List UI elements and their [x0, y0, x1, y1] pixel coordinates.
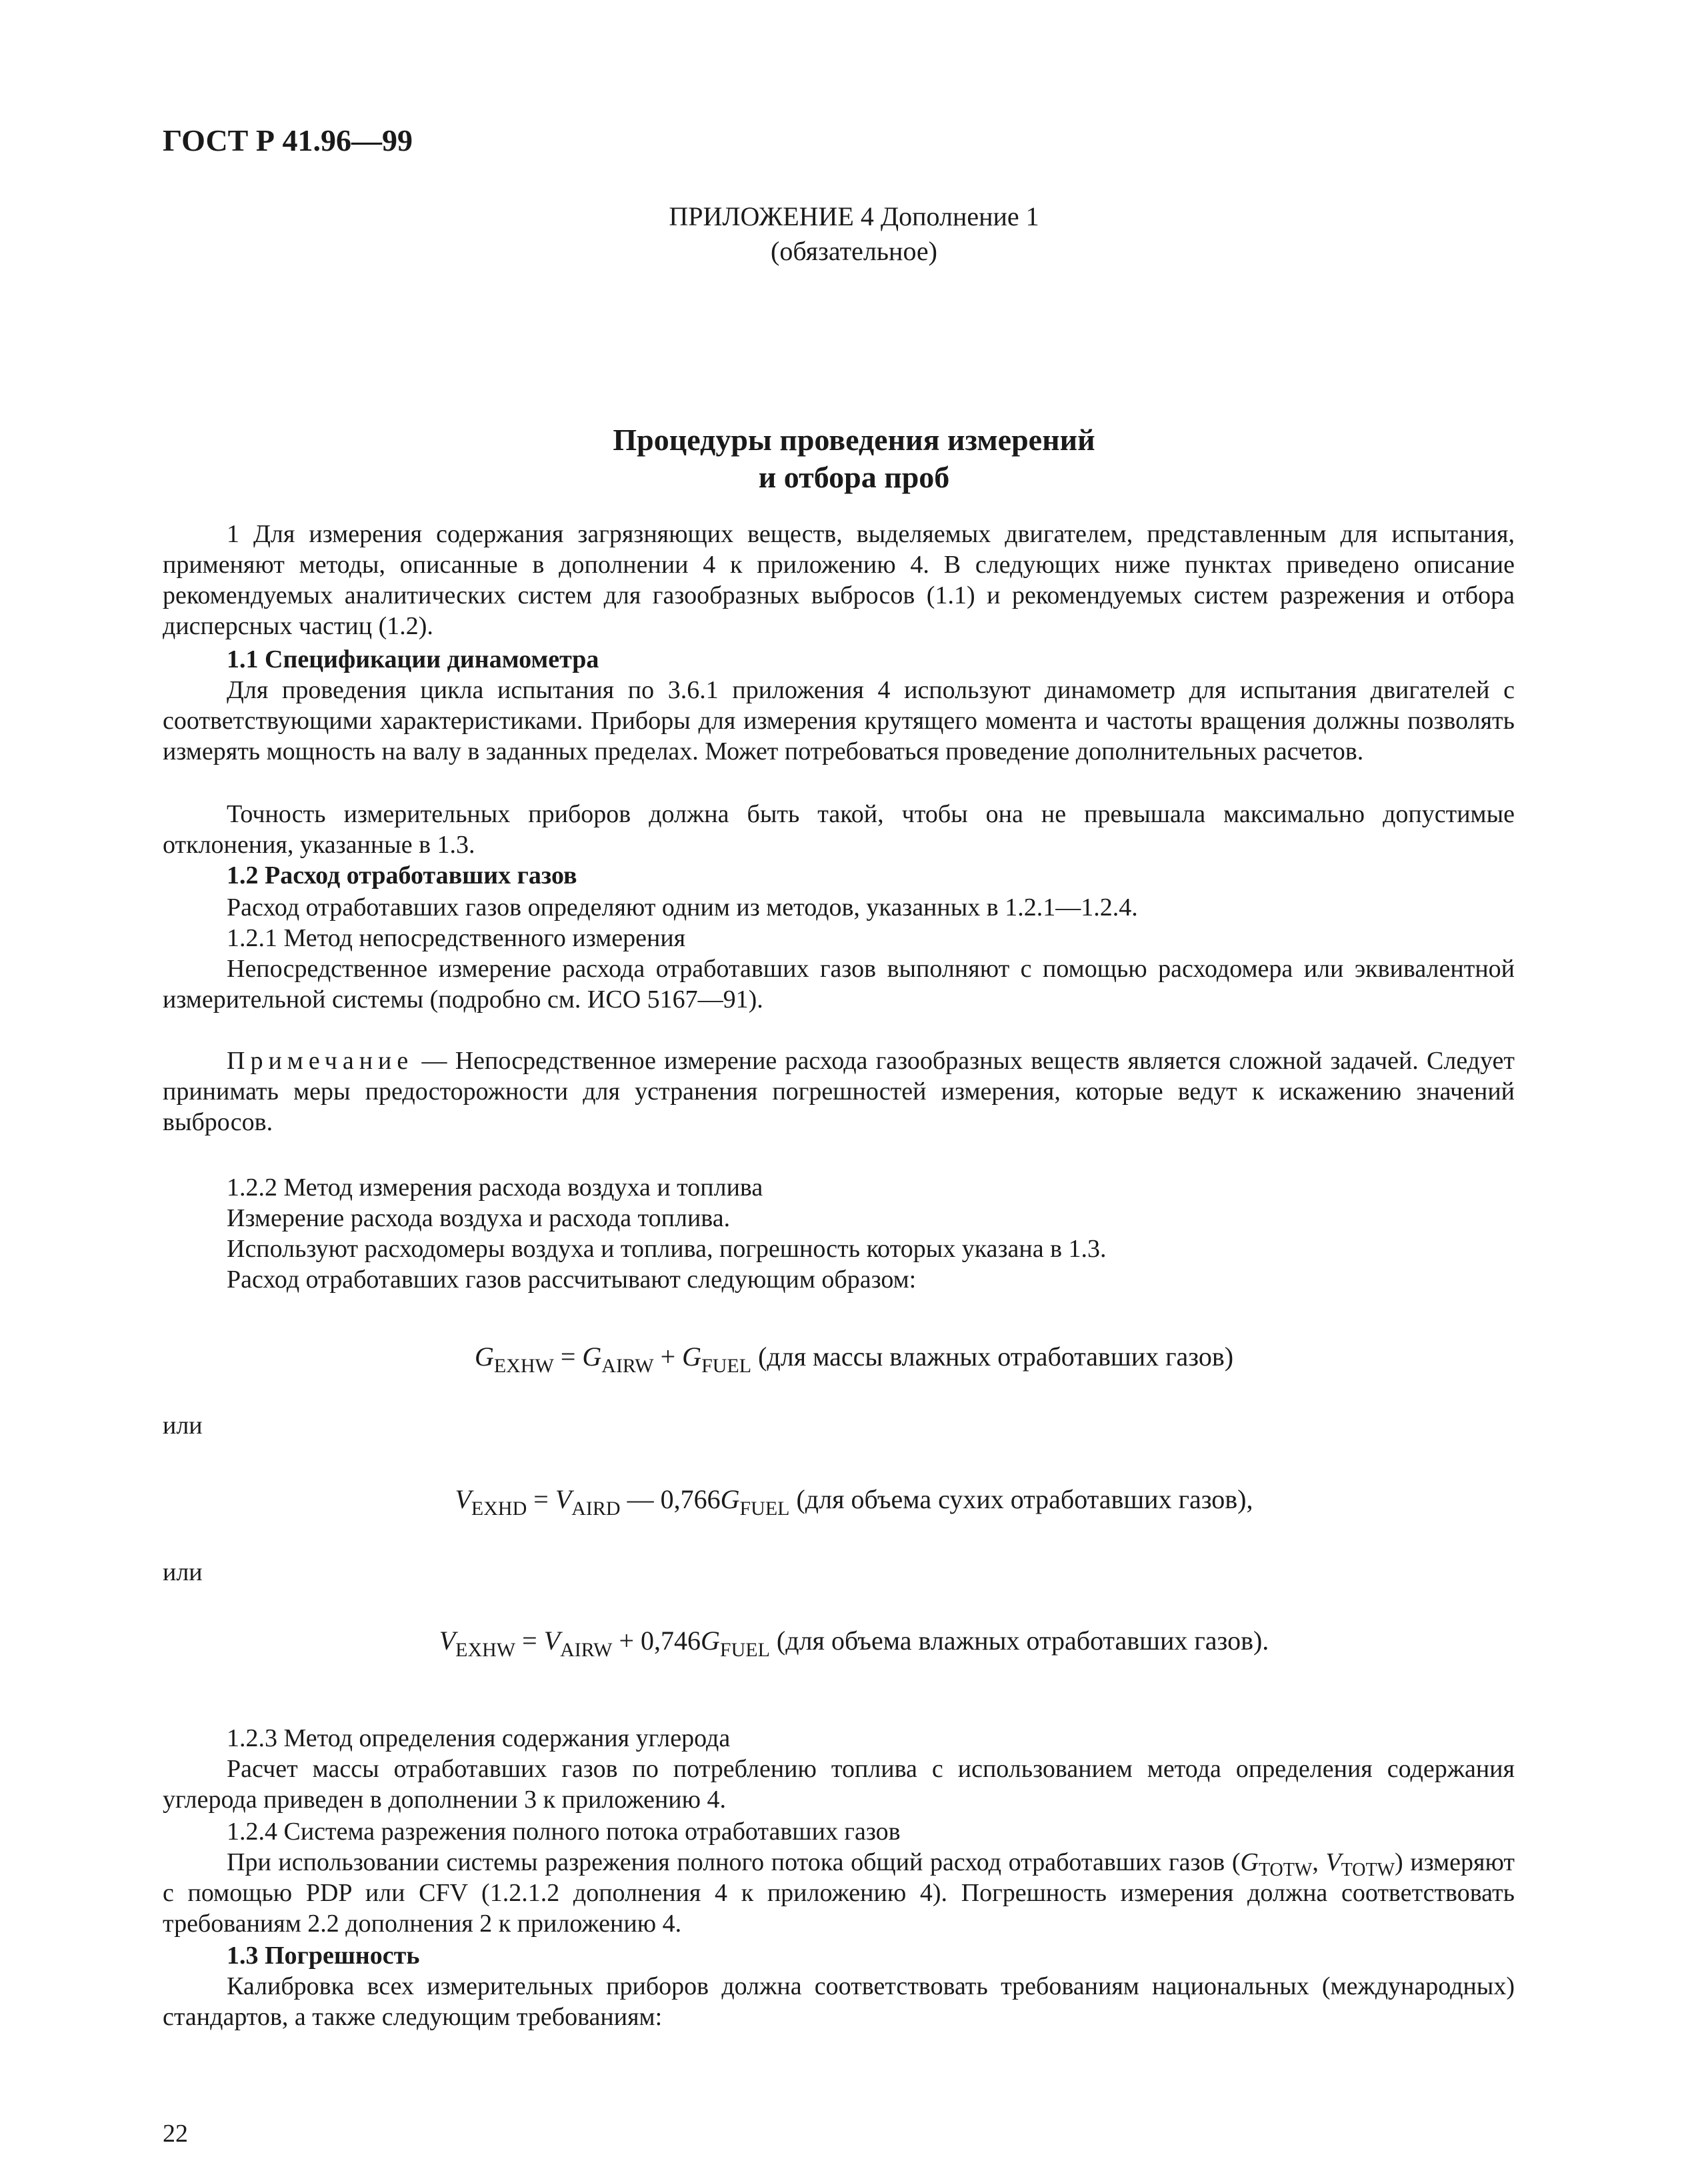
formula-2: $V_{EXHD} = V_{AIRD}$ — $0,766G_{FUEL}$ (для объема сухих отработавших газов), — [455, 1484, 1253, 1520]
note — [163, 1045, 1515, 1138]
paragraph-1-2-2-c: Расход отработавших газов рассчитывают следующим образом: — [227, 1266, 917, 1294]
heading-1-2-2: 1.2.2 Метод измерения расхода воздуха и топлива — [227, 1174, 763, 1202]
paragraph-1-2-3: Расчет массы отработавших газов по потреблению топлива с использованием метода определения содержания углерода приведен в дополнении 3 к приложению 4. — [163, 1755, 1515, 1814]
note-label: Примечание — [227, 1047, 414, 1075]
paragraph-1-2-4: При использовании системы разрежения полного потока общий расход отработавших газов ($G_{TOTW}$, $V_{TOTW}$) измеряют с помощью PDP или CFV (1.2.1.2 дополнения 4 к приложению 4). Погрешность измерения должна соответствовать требованиям 2.2 дополнения 2 к приложению 4. — [163, 1848, 1515, 1938]
paragraph-1-2: Расход отработавших газов определяют одним из методов, указанных в 1.2.1—1.2.4. — [227, 893, 1138, 921]
paragraph-1-3: Калибровка всех измерительных приборов должна соответствовать требованиям национальных (международных) стандартов, а также следующим требованиям: — [163, 1972, 1515, 2031]
paragraph-1-2-1: Непосредственное измерение расхода отработавших газов выполняют с помощью расходомера или эквивалентной измерительной системы (подробно см. ИСО 5167—91). — [163, 955, 1515, 1013]
note-text: — Непосредственное измерение расхода газообразных веществ является сложной задачей. Следует принимать меры предосторожности для устранения погрешностей измерения, которые ведут к искажению значений выбросов. — [163, 1047, 1515, 1136]
paragraph-1-1-b: Точность измерительных приборов должна быть такой, чтобы она не превышала максимально допустимые отклонения, указанные в 1.3. — [163, 800, 1515, 859]
section-title-line2: и отбора проб — [758, 460, 950, 494]
formula-3: $V_{EXHW} = V_{AIRW} + 0,746G_{FUEL}$ (для объема влажных отработавших газов). — [439, 1626, 1269, 1661]
or-label-1: или — [163, 1412, 203, 1440]
paragraph-1-1-a: Для проведения цикла испытания по 3.6.1 приложения 4 используют динамометр для испытания двигателей с соответствующими характеристиками. Приборы для измерения крутящего момента и частоты вращения должны позволять измерять мощность на валу в заданных пределах. Может потребоваться проведение дополнительных расчетов. — [163, 676, 1515, 765]
heading-1-2: 1.2 Расход отработавших газов — [227, 861, 577, 889]
paragraph-1-2-2-b: Используют расходомеры воздуха и топлива, погрешность которых указана в 1.3. — [227, 1235, 1107, 1263]
heading-1-2-1: 1.2.1 Метод непосредственного измерения — [227, 924, 686, 952]
or-label-2: или — [163, 1558, 203, 1586]
heading-1-1: 1.1 Спецификации динамометра — [227, 645, 599, 673]
heading-1-2-4: 1.2.4 Система разрежения полного потока отработавших газов — [227, 1818, 901, 1846]
paragraph-1-2-2-a: Измерение расхода воздуха и расхода топлива. — [227, 1204, 731, 1232]
page-number: 22 — [163, 2120, 188, 2148]
formula-1: $G_{EXHW} = G_{AIRW} + G_{FUEL}$ (для массы влажных отработавших газов) — [474, 1342, 1234, 1377]
standard-code: ГОСТ Р 41.96—99 — [163, 123, 413, 157]
section-title-line1: Процедуры проведения измерений — [613, 423, 1095, 457]
heading-1-2-3: 1.2.3 Метод определения содержания углерода — [227, 1724, 731, 1752]
appendix-title: ПРИЛОЖЕНИЕ 4 Дополнение 1 — [669, 201, 1039, 231]
appendix-subtitle: (обязательное) — [771, 236, 937, 266]
heading-1-3: 1.3 Погрешность — [227, 1942, 420, 1970]
paragraph-1: 1 Для измерения содержания загрязняющих веществ, выделяемых двигателем, представленным для испытания, применяют методы, описанные в дополнении 4 к приложению 4. В следующих ниже пунктах приведено описание рекомендуемых аналитических систем для газообразных выбросов (1.1) и рекомендуемых систем разрежения и отбора дисперсных частиц (1.2). — [163, 520, 1515, 640]
